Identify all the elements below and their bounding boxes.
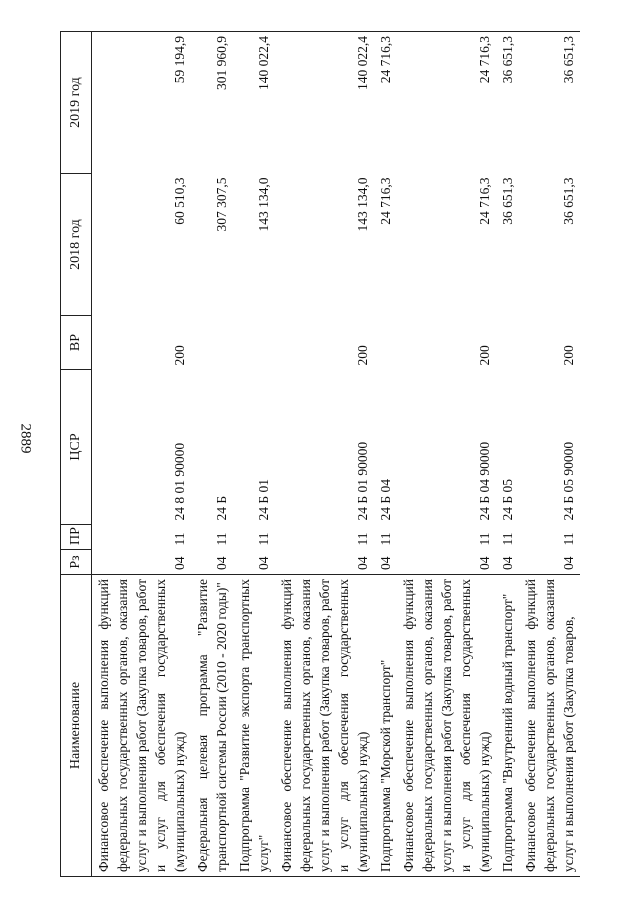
row-name: Финансовое обеспечение выполнения функций федеральных государственных органов, оказания услуг и выполнения работ (Закупка товаров, работ и услуг для обеспечения государственных (муниципальных) нужд) — [275, 575, 374, 877]
row-rz: 04 — [172, 556, 187, 570]
row-name: Подпрограмма "Развитие экспорта транспортных услуг" — [233, 575, 275, 877]
table-row — [496, 32, 519, 877]
row-2019: 59 194,9 — [92, 32, 192, 174]
row-rz: 04 — [214, 556, 229, 570]
row-vr — [191, 316, 233, 370]
row-pr: 11 — [561, 532, 576, 546]
table-row — [519, 32, 580, 877]
row-pr: 11 — [256, 532, 271, 546]
row-vr: 200 — [172, 345, 187, 366]
row-pr: 11 — [477, 532, 492, 546]
header-2018: 2018 год — [61, 174, 92, 316]
row-name: Федеральная целевая программа "Развитие транспортной системы России (2010 - 2020 годы)" — [191, 575, 233, 877]
row-2018: 36 651,3 — [500, 177, 515, 225]
row-name: Финансовое обеспечение выполнения функций федеральных государственных органов, оказания услуг и выполнения работ (Закупка товаров, работ и услуг для обеспечения государственных (муниципальных) нужд) — [397, 575, 496, 877]
row-2019: 36 651,3 — [519, 32, 580, 174]
row-rz: 04 — [500, 556, 515, 570]
row-pr: 11 — [214, 532, 229, 546]
table-row — [233, 32, 275, 877]
header-2019: 2019 год — [61, 32, 92, 174]
row-csr: 24 Б 01 90000 — [355, 441, 370, 521]
row-vr — [233, 316, 275, 370]
row-vr — [496, 316, 519, 370]
table-row — [397, 32, 496, 877]
row-2019: 24 716,3 — [374, 32, 397, 174]
table-row — [191, 32, 233, 877]
row-2018: 143 134,0 — [256, 177, 271, 232]
table-row — [92, 32, 192, 877]
row-rz: 04 — [256, 556, 271, 570]
row-2018: 307 307,5 — [214, 177, 229, 232]
budget-table — [60, 31, 580, 877]
header-csr: ЦСР — [61, 370, 92, 525]
row-2019: 140 022,4 — [233, 32, 275, 174]
row-vr — [374, 316, 397, 370]
row-2018: 36 651,3 — [561, 177, 576, 225]
row-rz: 04 — [561, 556, 576, 570]
row-rz: 04 — [477, 556, 492, 570]
row-2019: 36 651,3 — [496, 32, 519, 174]
rotated-table-page — [60, 32, 590, 877]
row-2019: 24 716,3 — [397, 32, 496, 174]
header-rz: Рз — [61, 550, 92, 575]
row-csr: 24 Б 04 — [378, 478, 393, 521]
header-vr: ВР — [61, 316, 92, 370]
row-vr: 200 — [561, 345, 576, 366]
row-2018: 24 716,3 — [477, 177, 492, 225]
row-csr: 24 Б 01 — [256, 478, 271, 521]
row-pr: 11 — [355, 532, 370, 546]
row-2019: 140 022,4 — [275, 32, 374, 174]
table-row — [275, 32, 374, 877]
row-2019: 301 960,9 — [191, 32, 233, 174]
row-csr: 24 Б — [214, 495, 229, 521]
row-name: Подпрограмма "Морской транспорт" — [374, 575, 397, 877]
table-header-row — [61, 32, 92, 877]
row-name: Финансовое обеспечение выполнения функций федеральных государственных органов, оказания услуг и выполнения работ (Закупка товаров, работ и услуг для обеспечения государственных (муниципальных) нужд) — [92, 575, 192, 877]
row-2018: 143 134,0 — [355, 177, 370, 232]
row-rz: 04 — [355, 556, 370, 570]
row-name: Подпрограмма "Внутренний водный транспорт" — [496, 575, 519, 877]
row-vr: 200 — [477, 345, 492, 366]
row-2018: 24 716,3 — [378, 177, 393, 225]
header-name: Наименование — [61, 575, 92, 877]
row-csr: 24 Б 05 — [500, 478, 515, 521]
row-pr: 11 — [172, 532, 187, 546]
row-csr: 24 Б 04 90000 — [477, 441, 492, 521]
row-pr: 11 — [500, 532, 515, 546]
header-pr: ПР — [61, 525, 92, 550]
row-pr: 11 — [378, 532, 393, 546]
row-csr: 24 Б 05 90000 — [561, 441, 576, 521]
row-name: Финансовое обеспечение выполнения функций федеральных государственных органов, оказания услуг и выполнения работ (Закупка товаров, — [519, 575, 580, 877]
row-rz: 04 — [378, 556, 393, 570]
row-2018: 60 510,3 — [172, 177, 187, 225]
row-vr: 200 — [355, 345, 370, 366]
page-number: 2889 — [17, 423, 34, 454]
table-row — [374, 32, 397, 877]
row-csr: 24 8 01 90000 — [172, 442, 187, 521]
